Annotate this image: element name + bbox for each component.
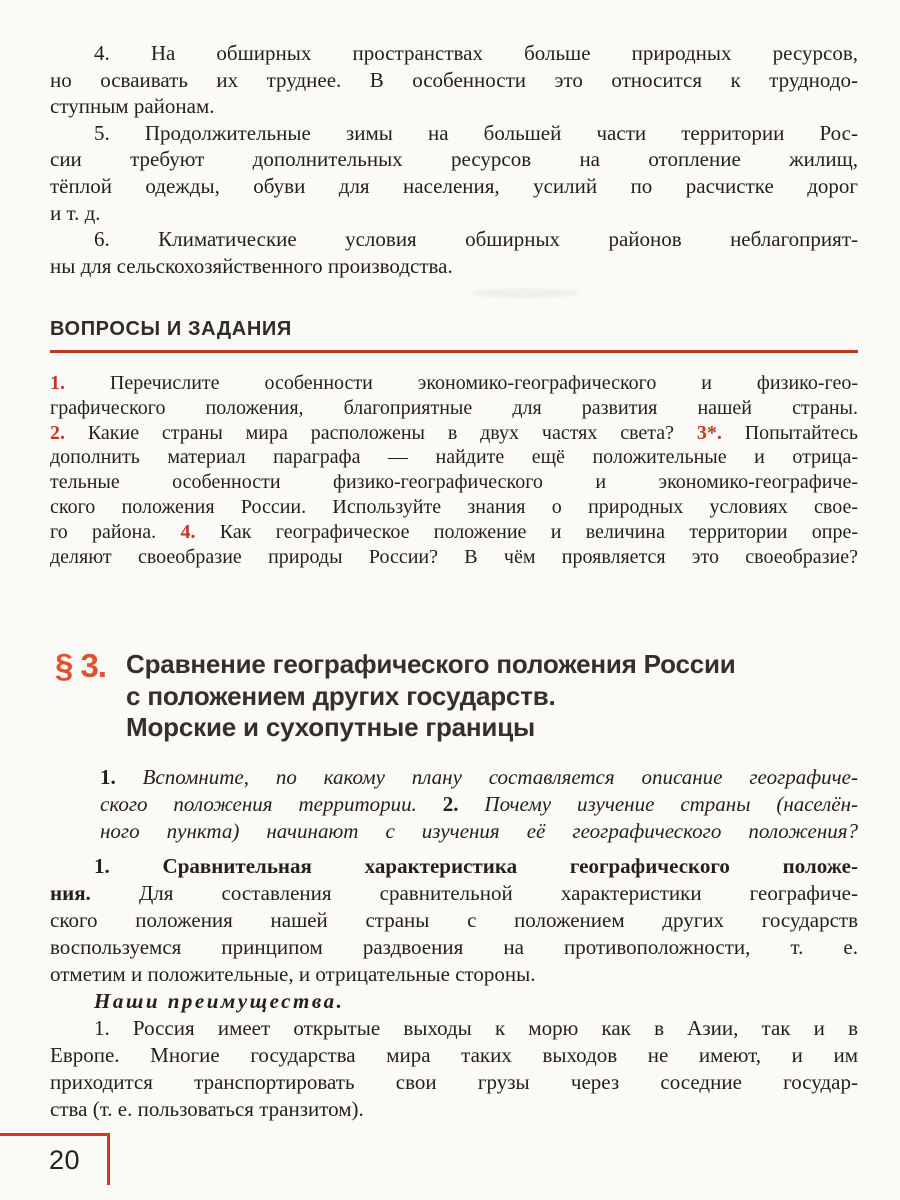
question-number: 4.	[180, 520, 196, 543]
section-title	[126, 649, 736, 744]
text-line	[50, 173, 858, 200]
text-line	[50, 93, 858, 120]
text-line	[100, 764, 858, 791]
text-segment: ского положения России. Используйте знания о природных условиях свое-	[50, 495, 858, 518]
text-segment: 4. На обширных пространствах больше природных ресурсов,	[94, 41, 858, 65]
section-number: § 3.	[55, 647, 107, 684]
text-line	[50, 445, 858, 470]
text-segment: ного пункта) начинают с изучения её географического положения?	[100, 819, 858, 844]
questions-header	[50, 318, 858, 353]
page-number: 20	[48, 1145, 81, 1175]
text-line	[100, 791, 858, 818]
text-line	[50, 253, 858, 280]
text-segment: Европе. Многие государства мира таких выходов не имеют, и им	[50, 1043, 858, 1067]
section-title-line: Морские и сухопутные границы	[126, 712, 535, 742]
text-segment: 5. Продолжительные зимы на большей части территории Рос-	[94, 120, 858, 145]
text-segment: сии требуют дополнительных ресурсов на отопление жилищ,	[50, 147, 858, 172]
questions-header-label: ВОПРОСЫ И ЗАДАНИЯ	[50, 318, 292, 340]
text-line	[50, 495, 858, 520]
text-segment: Какие страны мира расположены в двух частях света?	[65, 421, 697, 444]
text-line	[50, 934, 858, 961]
text-line	[50, 545, 858, 570]
text-segment: ны для сельскохозяйственного производства.	[50, 253, 453, 278]
text-line	[50, 988, 858, 1015]
text-segment: 1. Россия имеет открытые выходы к морю как в Азии, так и в	[94, 1016, 858, 1040]
text-segment: тёплой одежды, обуви для населения, усилий по расчистке дорог	[50, 173, 858, 198]
section-title-line: Сравнение географического положения России	[126, 649, 736, 679]
body-paragraphs-top	[50, 40, 858, 279]
text-segment: Наши преимущества.	[94, 989, 345, 1013]
text-segment: тельные особенности физико-географического и экономико-географиче-	[50, 471, 858, 494]
text-segment: ского положения нашей страны с положением других государств	[50, 908, 858, 932]
text-segment: Для составления сравнительной характеристики географиче-	[90, 881, 858, 905]
intro-questions	[100, 764, 858, 846]
section-title-line: с положением других государств.	[126, 680, 556, 711]
text-segment: Перечислите особенности экономико-географического и физико-гео-	[65, 372, 858, 394]
text-segment: 6. Климатические условия обширных районов неблагоприят-	[94, 227, 858, 252]
question-number: 1.	[50, 372, 65, 394]
text-line	[100, 818, 858, 845]
text-segment: 1.	[100, 765, 116, 789]
text-line	[50, 1042, 858, 1069]
text-line	[50, 421, 858, 446]
text-line	[50, 1096, 858, 1123]
text-segment: Почему изучение страны (населён-	[458, 792, 858, 817]
text-line	[50, 371, 858, 396]
questions-list	[50, 371, 858, 569]
text-segment: и т. д.	[50, 200, 101, 225]
text-segment: Попытайтесь	[721, 421, 858, 444]
question-number: 2.	[50, 421, 65, 444]
text-line	[50, 1069, 858, 1096]
text-segment: дополнить материал параграфа — найдите ещё положительные и отрица-	[50, 446, 858, 469]
text-line	[50, 226, 858, 253]
page-corner-mark	[0, 1133, 110, 1185]
text-segment: Как географическое положение и величина территории опре-	[195, 520, 858, 543]
text-line	[50, 40, 858, 67]
text-line	[50, 146, 858, 173]
text-line	[50, 520, 858, 545]
text-line	[50, 907, 858, 934]
text-segment: 1. Сравнительная характеристика географического положе-	[94, 854, 858, 878]
text-segment: ского положения территории.	[100, 792, 443, 817]
text-line	[50, 200, 858, 227]
text-segment: графического положения, благоприятные для развития нашей страны.	[50, 396, 858, 419]
text-line	[50, 1015, 858, 1042]
text-line	[50, 853, 858, 880]
section-3-heading	[55, 649, 858, 744]
text-segment: ния.	[50, 881, 91, 905]
scan-smudge	[470, 288, 580, 298]
text-line	[50, 67, 858, 94]
text-line	[50, 396, 858, 421]
text-segment: ства (т. е. пользоваться транзитом).	[50, 1097, 364, 1121]
text-segment: Вспомните, по какому плану составляется описание географиче-	[115, 765, 858, 789]
text-line	[50, 961, 858, 988]
text-line	[50, 470, 858, 495]
question-number: 3*.	[696, 421, 722, 444]
text-segment: воспользуемся принципом раздвоения на противоположности, т. е.	[50, 935, 858, 959]
text-segment: приходится транспортировать свои грузы через соседние государ-	[50, 1070, 858, 1094]
text-segment: 2.	[442, 792, 459, 817]
text-segment: но осваивать их труднее. В особенности это относится к труднодо-	[50, 67, 858, 92]
text-line	[50, 120, 858, 147]
text-segment: деляют своеобразие природы России? В чём проявляется это своеобразие?	[50, 545, 858, 568]
text-segment: го района.	[50, 520, 181, 543]
text-line	[50, 880, 858, 907]
text-segment: отметим и положительные, и отрицательные стороны.	[50, 962, 536, 986]
text-segment: ступным районам.	[50, 94, 215, 119]
body-paragraphs-main	[50, 853, 858, 1123]
